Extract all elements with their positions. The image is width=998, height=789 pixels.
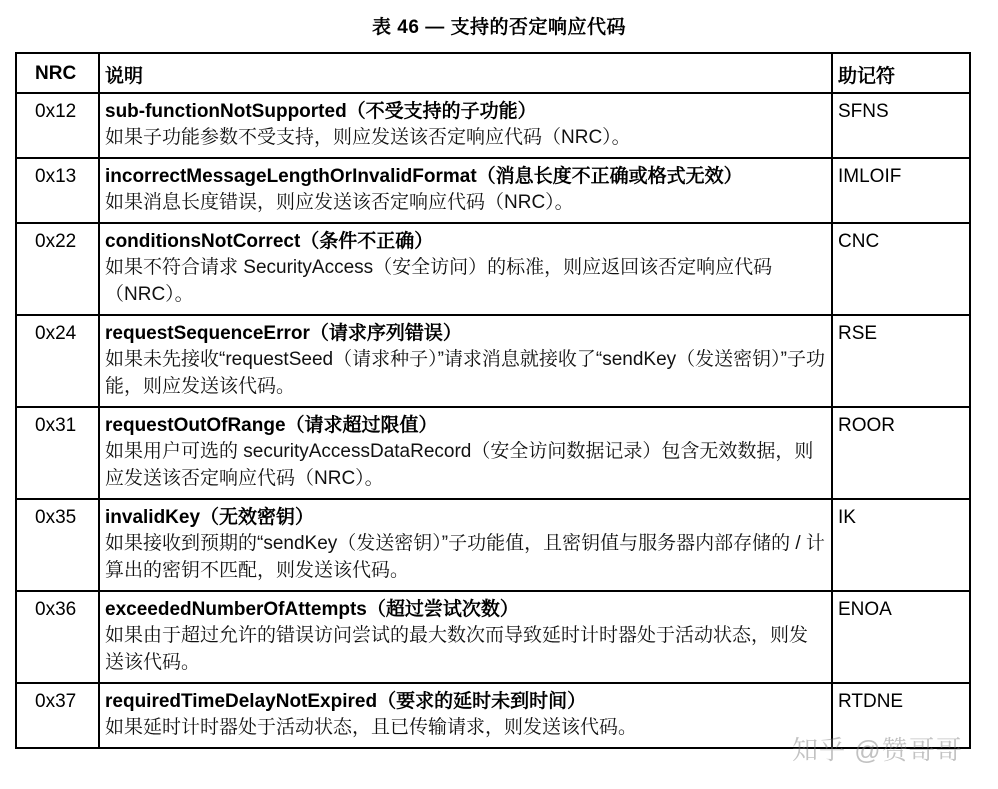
nrc-name: sub-functionNotSupported（不受支持的子功能） (105, 101, 537, 122)
table-row (16, 93, 970, 158)
mnemonic-cell (832, 499, 970, 591)
nrc-name: conditionsNotCorrect（条件不正确） (105, 231, 434, 252)
nrc-code-cell (16, 683, 99, 748)
nrc-mnemonic: CNC (838, 231, 880, 252)
nrc-code: 0x37 (35, 691, 77, 712)
nrc-code: 0x35 (35, 507, 77, 528)
table-row (16, 223, 970, 315)
table-header-row (16, 53, 970, 93)
nrc-code-cell (16, 315, 99, 407)
nrc-description: 如果用户可选的 securityAccessDataRecord（安全访问数据记录）包含无效数据，则应发送该否定响应代码（NRC）。 (105, 441, 814, 489)
nrc-name: exceededNumberOfAttempts（超过尝试次数） (105, 599, 519, 620)
nrc-code: 0x36 (35, 599, 77, 620)
table-caption: 表 46 — 支持的否定响应代码 (372, 17, 626, 38)
nrc-mnemonic: IMLOIF (838, 166, 902, 187)
nrc-code: 0x31 (35, 415, 77, 436)
table-row (16, 499, 970, 591)
description-cell (99, 683, 832, 748)
nrc-mnemonic: ENOA (838, 599, 892, 620)
nrc-description: 如果不符合请求 SecurityAccess（安全访问）的标准，则应返回该否定响应代码（NRC）。 (105, 257, 773, 305)
nrc-description: 如果接收到预期的“sendKey（发送密钥）”子功能值，且密钥值与服务器内部存储的 / 计算出的密钥不匹配，则发送该代码。 (105, 533, 825, 581)
table-row (16, 315, 970, 407)
nrc-mnemonic: SFNS (838, 101, 889, 122)
mnemonic-cell (832, 223, 970, 315)
description-cell (99, 315, 832, 407)
table-row (16, 591, 970, 683)
mnemonic-cell (832, 158, 970, 223)
nrc-description: 如果延时计时器处于活动状态，且已传输请求，则发送该代码。 (105, 717, 638, 738)
nrc-code-cell (16, 407, 99, 499)
description-cell (99, 223, 832, 315)
mnemonic-cell (832, 93, 970, 158)
nrc-name: incorrectMessageLengthOrInvalidFormat（消息长度不正确或格式无效） (105, 166, 743, 187)
nrc-code-cell (16, 223, 99, 315)
nrc-name: invalidKey（无效密钥） (105, 507, 315, 528)
nrc-mnemonic: RSE (838, 323, 878, 344)
nrc-name: requestOutOfRange（请求超过限值） (105, 415, 438, 436)
header-mnemonic: 助记符 (832, 53, 970, 93)
table-row (16, 407, 970, 499)
table-row (16, 158, 970, 223)
nrc-code: 0x13 (35, 166, 77, 187)
nrc-description: 如果未先接收“requestSeed（请求种子）”请求消息就接收了“sendKey（发送密钥）”子功能，则应发送该代码。 (105, 349, 825, 397)
mnemonic-cell (832, 407, 970, 499)
nrc-code: 0x12 (35, 101, 77, 122)
nrc-code: 0x24 (35, 323, 77, 344)
nrc-code: 0x22 (35, 231, 77, 252)
nrc-code-cell (16, 93, 99, 158)
description-cell (99, 158, 832, 223)
header-description: 说明 (99, 53, 832, 93)
nrc-table (15, 52, 971, 749)
nrc-mnemonic: IK (838, 507, 856, 528)
description-cell (99, 407, 832, 499)
mnemonic-cell (832, 315, 970, 407)
nrc-description: 如果由于超过允许的错误访问尝试的最大数次而导致延时计时器处于活动状态，则发送该代码。 (105, 625, 809, 673)
description-cell (99, 591, 832, 683)
watermark: 知乎 @赞哥哥 (792, 735, 963, 765)
mnemonic-cell (832, 591, 970, 683)
header-nrc: NRC (16, 53, 99, 93)
nrc-description: 如果子功能参数不受支持，则应发送该否定响应代码（NRC）。 (105, 127, 631, 148)
nrc-code-cell (16, 591, 99, 683)
nrc-code-cell (16, 499, 99, 591)
nrc-mnemonic: RTDNE (838, 691, 904, 712)
nrc-mnemonic: ROOR (838, 415, 895, 436)
nrc-name: requiredTimeDelayNotExpired（要求的延时未到时间） (105, 691, 587, 712)
nrc-description: 如果消息长度错误，则应发送该否定响应代码（NRC）。 (105, 192, 574, 213)
description-cell (99, 499, 832, 591)
description-cell (99, 93, 832, 158)
nrc-name: requestSequenceError（请求序列错误） (105, 323, 462, 344)
nrc-code-cell (16, 158, 99, 223)
